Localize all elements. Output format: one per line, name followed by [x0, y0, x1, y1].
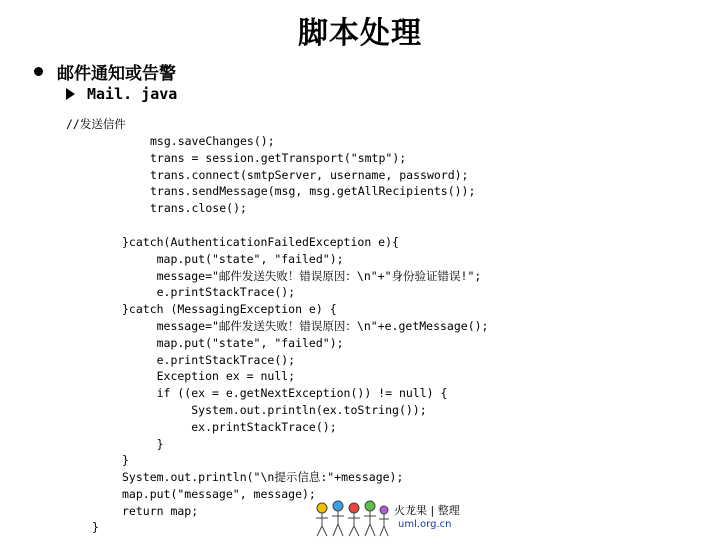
bullet-text: 邮件通知或告警 [57, 63, 176, 84]
arrow-bullet-icon [66, 88, 75, 100]
code-block-catch: }catch(AuthenticationFailedException e){ map.put("state", "failed"); message="邮件发送失败！错误原因：\n"+"身份验证错误!"; e.printStackTrace(); }catch (MessagingException e) { message="邮件发送失败！错误原因：\n"+e.getMessage(); map.put("state", "failed"); e.printStackTrace(); Exception ex = null; if ((ex = e.getNextException()) != null) { System.out.println(ex.toString()); ex.printStackTrace(); } } System.out.println("\n提示信息:"+message); map.put("message", message); return map; [122, 235, 489, 518]
slide-title: 脚本处理 [298, 16, 422, 51]
code-comment: //发送信件 [66, 117, 126, 131]
bullet-dot-icon [34, 67, 43, 76]
logo-text: 火龙果 | 整理 [394, 504, 460, 517]
logo-url: uml.org.cn [398, 519, 452, 530]
bullet-item [34, 60, 176, 82]
watermark-logo [312, 494, 472, 540]
sub-bullet-item [66, 84, 177, 104]
code-closing-brace: } [92, 520, 99, 534]
code-block-send: msg.saveChanges(); trans = session.getTransport("smtp"); trans.connect(smtpServer, username, password); trans.sendMessage(msg, msg.getAllRecipients()); trans.close(); [150, 134, 476, 216]
stick-figures-icon [312, 494, 392, 540]
sub-bullet-text: Mail. java [87, 85, 178, 103]
